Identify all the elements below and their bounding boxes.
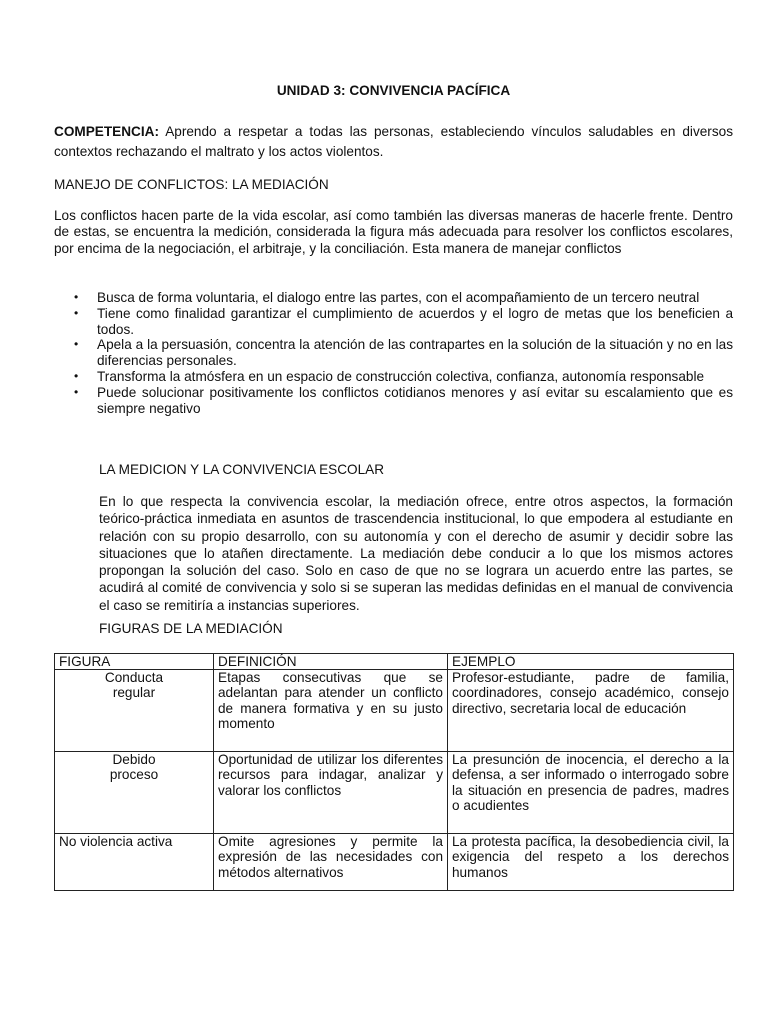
table-cell-definicion: Omite agresiones y permite la expresión de las necesidades con métodos alternativos — [214, 834, 448, 891]
table-cell-ejemplo: Profesor-estudiante, padre de familia, coordinadores, consejo académico, consejo directivo, secretaria local de educación — [448, 670, 734, 752]
list-item-text: Apela a la persuasión, concentra la atención de las contrapartes en la solución de la situación y no en las diferencias personales. — [97, 337, 733, 369]
table-cell-figura: No violencia activa — [55, 834, 214, 891]
competencia-label: COMPETENCIA: — [54, 124, 159, 139]
section-heading-mediacion: MANEJO DE CONFLICTOS: LA MEDIACIÓN — [54, 177, 329, 192]
cell-text: Conducta regular — [104, 670, 164, 701]
list-item-text: Busca de forma voluntaria, el dialogo entre las partes, con el acompañamiento de un tercero neutral — [97, 290, 700, 305]
page-title: UNIDAD 3: CONVIVENCIA PACÍFICA — [276, 83, 511, 98]
table-cell-figura — [55, 752, 214, 834]
table-row — [55, 752, 734, 834]
competencia-paragraph — [54, 122, 733, 162]
list-item-text: Puede solucionar positivamente los conflictos cotidianos menores y así evitar su escalamiento que es siempre negativo — [97, 384, 733, 416]
section-heading-figuras: FIGURAS DE LA MEDIACIÓN — [99, 621, 283, 636]
list-item — [54, 337, 733, 369]
bullet-icon: • — [74, 290, 79, 304]
intro-paragraph: Los conflictos hacen parte de la vida escolar, así como también las diversas maneras de hacerle frente. Dentro de estas, se encuentra la medición, considerada la figura más adecuada para resolver los conflictos escolares, por encima de la negociación, el arbitraje, y la conciliación. Esta manera de manejar conflictos — [54, 208, 733, 256]
table-cell-ejemplo: La protesta pacífica, la desobediencia civil, la exigencia del respeto a los derechos humanos — [448, 834, 734, 891]
table-cell-ejemplo: La presunción de inocencia, el derecho a la defensa, a ser informado o interrogado sobre la situación en presencia de padres, madres o acudientes — [448, 752, 734, 834]
section-heading-convivencia: LA MEDICION Y LA CONVIVENCIA ESCOLAR — [99, 462, 385, 477]
list-item — [54, 385, 733, 417]
column-header-ejemplo: EJEMPLO — [448, 654, 734, 670]
bullet-icon: • — [74, 368, 79, 383]
list-item — [54, 369, 733, 385]
table-cell-definicion: Etapas consecutivas que se adelantan para atender un conflicto de manera formativa y en su justo momento — [214, 670, 448, 752]
bullet-icon: • — [74, 337, 79, 352]
figuras-table — [54, 653, 734, 891]
table-row — [55, 670, 734, 752]
competencia-text: Aprendo a respetar a todas las personas, estableciendo vínculos saludables en diversos contextos rechazando el maltrato y los actos violentos. — [54, 124, 733, 159]
table-cell-figura — [55, 670, 214, 752]
table-header-row — [55, 654, 734, 670]
bullet-icon: • — [74, 384, 79, 399]
list-item — [54, 306, 733, 338]
convivencia-paragraph: En lo que respecta la convivencia escolar, la mediación ofrece, entre otros aspectos, la formación teórico-práctica inmediata en asuntos de trascendencia institucional, lo que empodera al estudiante en relación con su propio desarrollo, con su autonomía y con el derecho de asumir y decidir sobre las situaciones que lo atañen directamente. La mediación debe conducir a lo que los mismos actores propongan la solución del caso. Solo en caso de que no se lograra un acuerdo entre las partes, se acudirá al comité de convivencia y solo si se superan las medidas definidas en el manual de convivencia el caso se remitiría a instancias superiores. — [99, 494, 733, 613]
bullet-list — [54, 290, 733, 416]
column-header-definicion: DEFINICIÓN — [214, 654, 448, 670]
list-item-text: Transforma la atmósfera en un espacio de construcción colectiva, confianza, autonomía responsable — [97, 368, 705, 384]
list-item — [54, 290, 733, 306]
table-cell-definicion: Oportunidad de utilizar los diferentes recursos para indagar, analizar y valorar los conflictos — [214, 752, 448, 834]
bullet-icon: • — [74, 305, 79, 320]
column-header-figura: FIGURA — [55, 654, 214, 670]
list-item-text: Tiene como finalidad garantizar el cumplimiento de acuerdos y el logro de metas que los beneficien a todos. — [97, 305, 733, 337]
cell-text: Debido proceso — [109, 752, 159, 783]
table-row — [55, 834, 734, 891]
